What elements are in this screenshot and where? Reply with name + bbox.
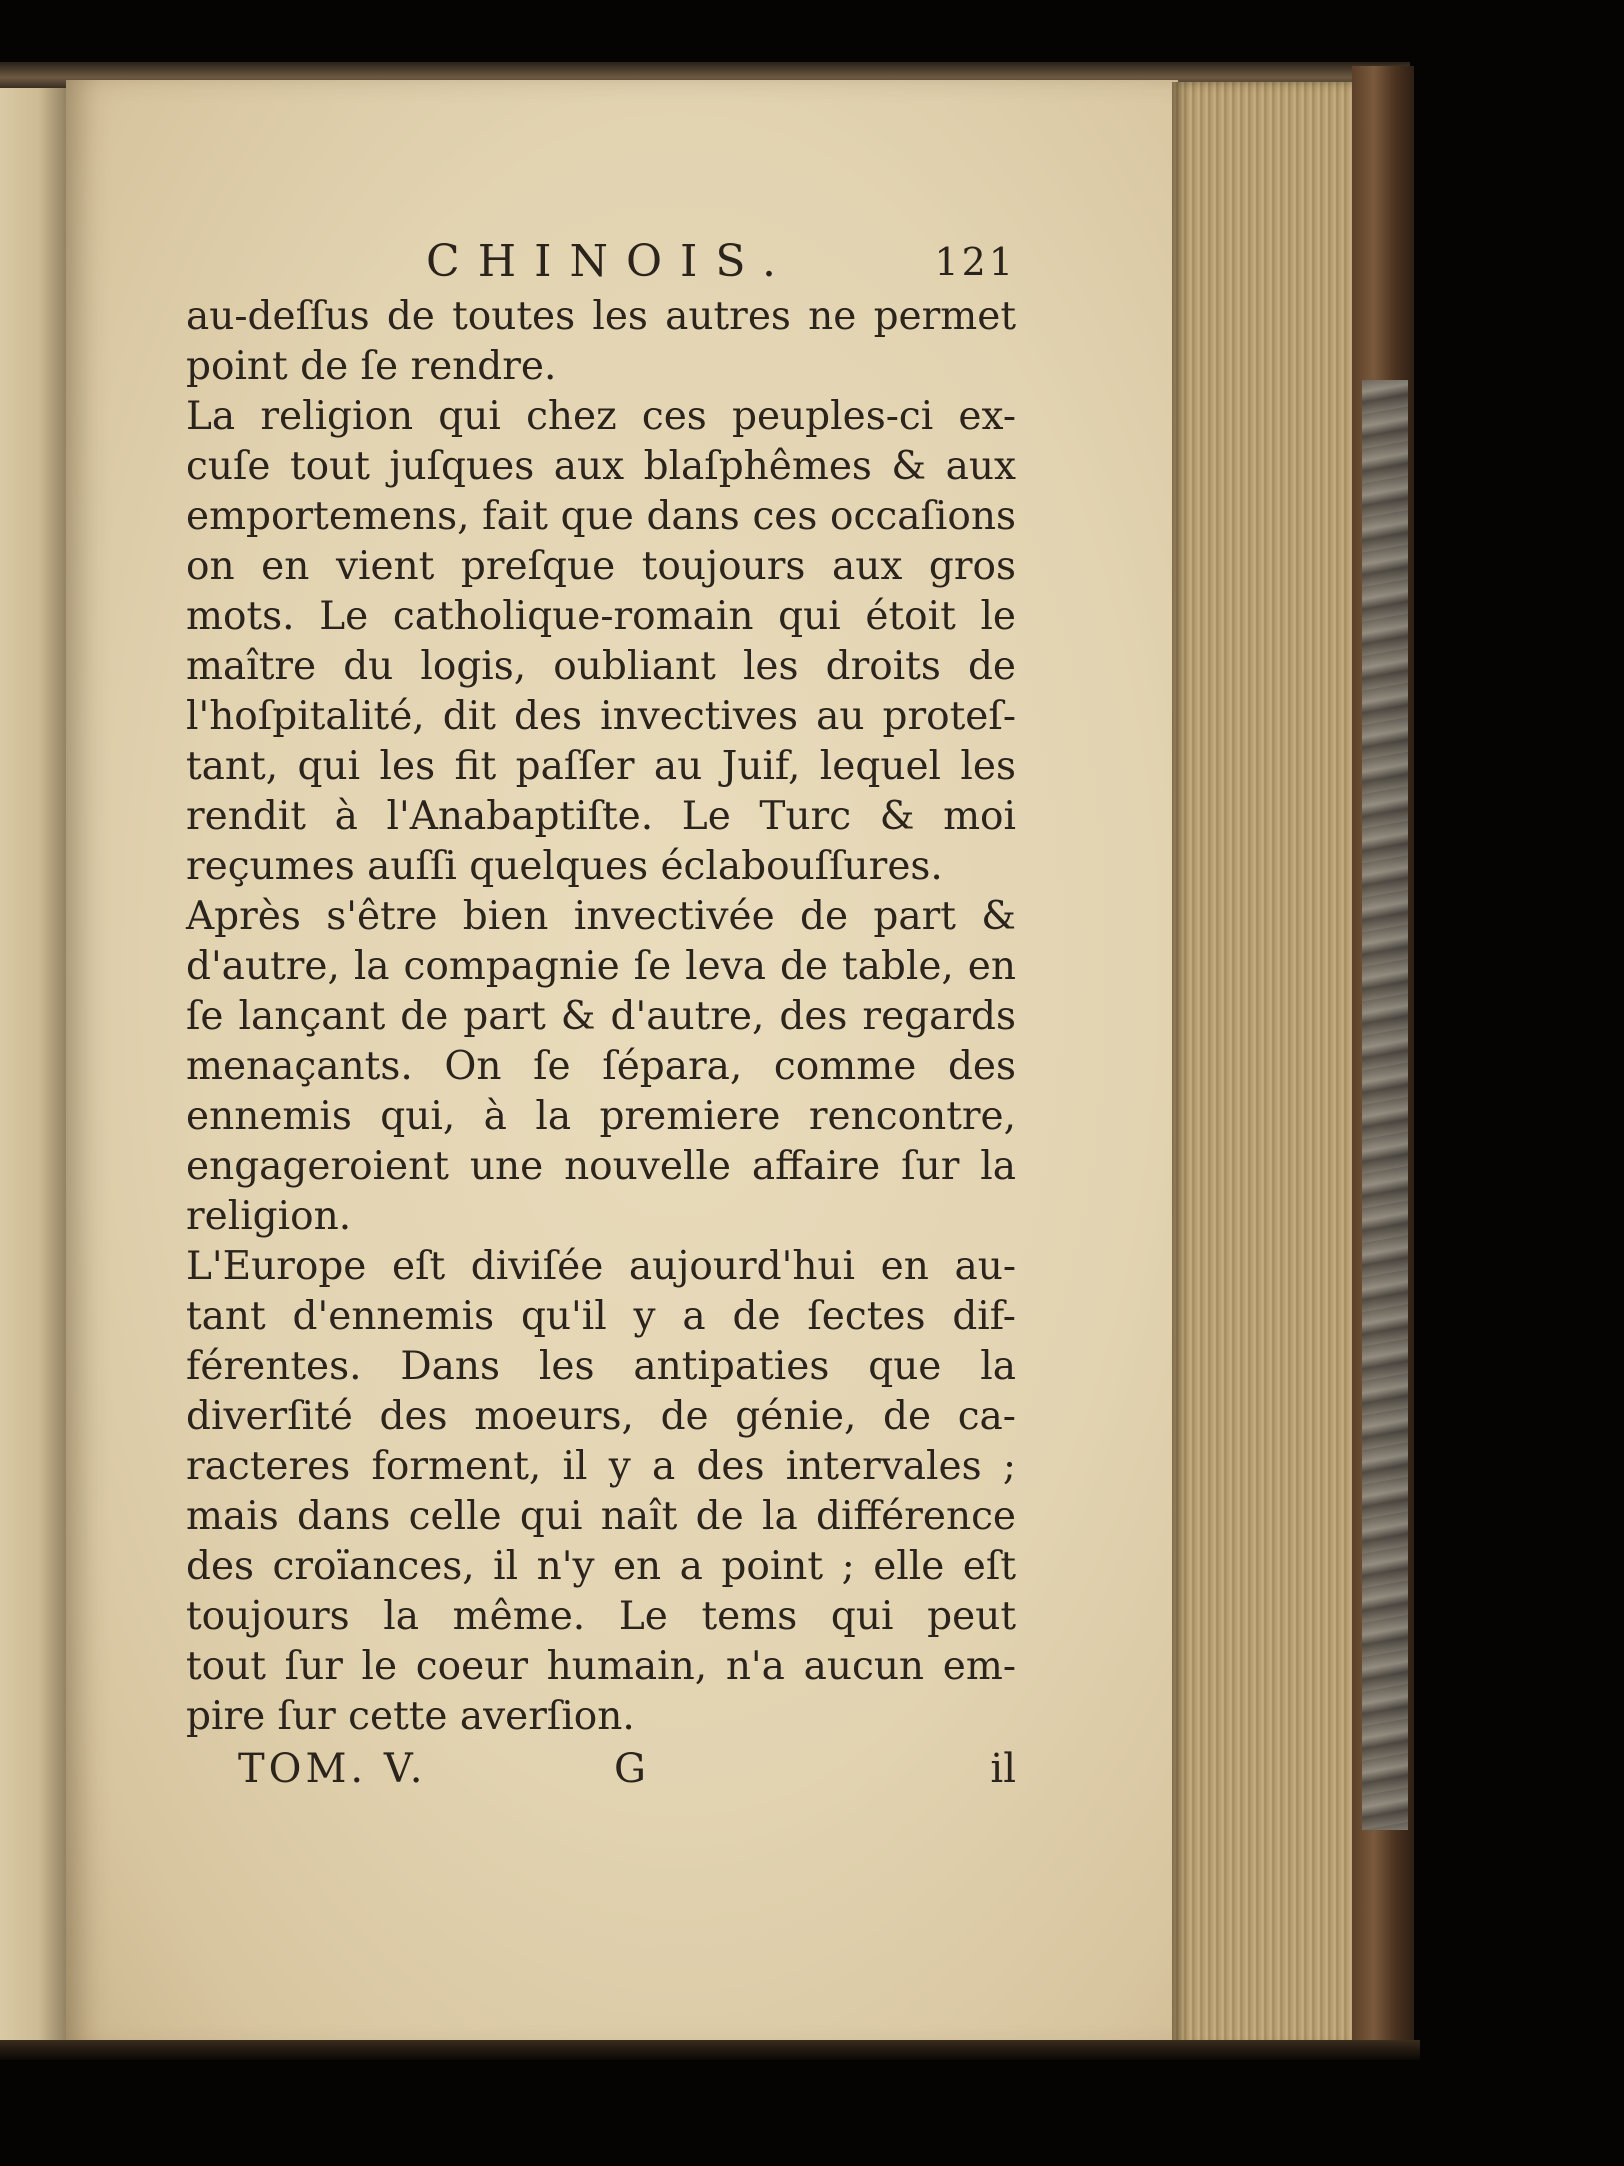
running-head	[186, 236, 1016, 294]
text-line: férentes. Dans les antipaties que la	[186, 1344, 1016, 1389]
text-line: des croïances, il n'y en a point ; elle eſt	[186, 1544, 1016, 1589]
text-line: racteres forment, il y a des intervales ;	[186, 1444, 1016, 1489]
text-line: tant d'ennemis qu'il y a de ſectes dif-	[186, 1294, 1016, 1339]
volume-mark: TOM. V.	[238, 1746, 427, 1792]
text-block	[186, 236, 1016, 1802]
text-line: rendit à l'Anabaptiſte. Le Turc & moi	[186, 794, 1016, 839]
bottom-shadow	[0, 2040, 1420, 2060]
text-line: Après s'être bien invectivée de part &	[186, 894, 1016, 939]
text-line: point de ſe rendre.	[186, 344, 557, 389]
page-footer	[186, 1746, 1016, 1802]
text-line: diverſité des moeurs, de génie, de ca-	[186, 1394, 1016, 1439]
text-line: emportemens, fait que dans ces occaſions	[186, 494, 1016, 539]
page-fore-edge	[1172, 82, 1358, 2048]
text-line: on en vient preſque toujours aux gros	[186, 544, 1016, 589]
text-line: L'Europe eſt diviſée aujourd'hui en au-	[186, 1244, 1016, 1289]
text-line: d'autre, la compagnie ſe leva de table, en	[186, 944, 1016, 989]
text-line: l'hoſpitalité, dit des invectives au proteſ-	[186, 694, 1016, 739]
running-title: CHINOIS.	[426, 236, 794, 287]
text-line: pire ſur cette averſion.	[186, 1694, 635, 1739]
page-number: 121	[934, 240, 1016, 284]
text-line: au-deſſus de toutes les autres ne permet	[186, 294, 1016, 339]
text-line: cuſe tout juſques aux blaſphêmes & aux	[186, 444, 1016, 489]
text-line: toujours la même. Le tems qui peut	[186, 1594, 1016, 1639]
text-line: maître du logis, oubliant les droits de	[186, 644, 1016, 689]
marbled-cover-paper	[1362, 380, 1408, 1830]
text-line: tant, qui les fit paſſer au Juif, lequel les	[186, 744, 1016, 789]
catchword: il	[990, 1746, 1016, 1792]
text-line: menaçants. On ſe ſépara, comme des	[186, 1044, 1016, 1089]
left-facing-page	[0, 70, 70, 2045]
text-line: La religion qui chez ces peuples-ci ex-	[186, 394, 1016, 439]
signature-mark: G	[614, 1746, 646, 1792]
text-line: mais dans celle qui naît de la différence	[186, 1494, 1016, 1539]
text-line: engageroient une nouvelle affaire ſur la	[186, 1144, 1016, 1189]
body-text	[186, 292, 1016, 1742]
text-line: tout ſur le coeur humain, n'a aucun em-	[186, 1644, 1016, 1689]
text-line: mots. Le catholique-romain qui étoit le	[186, 594, 1016, 639]
text-line: reçumes auſſi quelques éclabouſſures.	[186, 844, 943, 889]
text-line: ennemis qui, à la premiere rencontre,	[186, 1094, 1016, 1139]
text-line: religion.	[186, 1194, 352, 1239]
text-line: ſe lançant de part & d'autre, des regards	[186, 994, 1016, 1039]
